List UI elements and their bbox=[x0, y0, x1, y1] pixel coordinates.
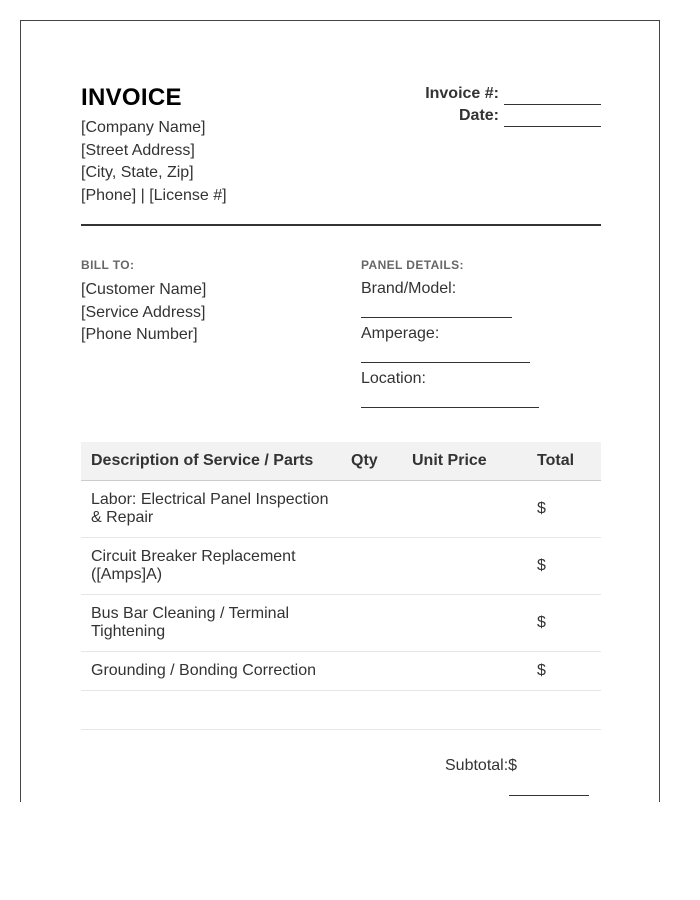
cell-total[interactable]: $ bbox=[527, 595, 601, 652]
column-header-unit-price: Unit Price bbox=[402, 442, 527, 481]
amperage-field bbox=[361, 324, 539, 363]
cell-unit-price[interactable] bbox=[402, 652, 527, 691]
invoice-meta bbox=[425, 83, 601, 127]
company-phone-license[interactable]: [Phone] | [License #] bbox=[81, 186, 227, 204]
amperage-label: Amperage: bbox=[361, 325, 440, 342]
cell-total[interactable]: $ bbox=[527, 481, 601, 538]
line-items-table bbox=[81, 442, 601, 730]
date-label: Date: bbox=[458, 107, 499, 124]
cell-total[interactable] bbox=[527, 691, 601, 730]
subtotal-field[interactable] bbox=[509, 795, 589, 796]
brand-model-field bbox=[361, 279, 539, 318]
cell-description[interactable] bbox=[81, 691, 341, 730]
brand-model-input[interactable] bbox=[361, 307, 512, 318]
date-row bbox=[425, 105, 601, 127]
customer-name[interactable]: [Customer Name] bbox=[81, 281, 207, 298]
panel-details-label: PANEL DETAILS: bbox=[361, 258, 464, 272]
cell-description[interactable]: Labor: Electrical Panel Inspection & Repair bbox=[81, 481, 341, 538]
company-street[interactable]: [Street Address] bbox=[81, 141, 195, 159]
table-row-empty bbox=[81, 691, 601, 730]
cell-unit-price[interactable] bbox=[402, 538, 527, 595]
amperage-input[interactable] bbox=[361, 352, 530, 363]
cell-total[interactable]: $ bbox=[527, 652, 601, 691]
cell-unit-price[interactable] bbox=[402, 595, 527, 652]
company-name[interactable]: [Company Name] bbox=[81, 119, 206, 136]
invoice-number-label: Invoice #: bbox=[425, 85, 499, 102]
invoice-number-row bbox=[425, 83, 601, 105]
column-header-total: Total bbox=[527, 442, 601, 481]
company-info bbox=[81, 117, 227, 207]
cell-unit-price[interactable] bbox=[402, 481, 527, 538]
table-header-row bbox=[81, 442, 601, 481]
bill-to-section bbox=[81, 258, 206, 347]
table-row bbox=[81, 481, 601, 538]
cell-description[interactable]: Bus Bar Cleaning / Terminal Tightening bbox=[81, 595, 341, 652]
cell-qty[interactable] bbox=[341, 481, 402, 538]
location-field bbox=[361, 369, 539, 408]
cell-total[interactable]: $ bbox=[527, 538, 601, 595]
brand-model-label: Brand/Model: bbox=[361, 280, 457, 297]
cell-qty[interactable] bbox=[341, 538, 402, 595]
table-row bbox=[81, 538, 601, 595]
bill-to-lines bbox=[81, 279, 206, 347]
cell-unit-price[interactable] bbox=[402, 691, 527, 730]
table-row bbox=[81, 595, 601, 652]
invoice-page bbox=[20, 20, 660, 802]
bill-to-label: BILL TO: bbox=[81, 258, 135, 272]
subtotal-label: Subtotal:$ bbox=[445, 757, 518, 774]
column-header-qty: Qty bbox=[341, 442, 402, 481]
location-label: Location: bbox=[361, 370, 426, 387]
date-field[interactable] bbox=[504, 111, 601, 127]
invoice-title: INVOICE bbox=[81, 84, 182, 111]
phone-number[interactable]: [Phone Number] bbox=[81, 326, 198, 343]
header-divider bbox=[81, 224, 601, 226]
panel-details-section bbox=[361, 258, 539, 414]
cell-description[interactable]: Circuit Breaker Replacement ([Amps]A) bbox=[81, 538, 341, 595]
table-row bbox=[81, 652, 601, 691]
cell-qty[interactable] bbox=[341, 595, 402, 652]
cell-description[interactable]: Grounding / Bonding Correction bbox=[81, 652, 341, 691]
invoice-number-field[interactable] bbox=[504, 89, 601, 105]
service-address[interactable]: [Service Address] bbox=[81, 303, 206, 321]
location-input[interactable] bbox=[361, 397, 539, 408]
column-header-description: Description of Service / Parts bbox=[81, 442, 341, 481]
company-city[interactable]: [City, State, Zip] bbox=[81, 164, 194, 181]
cell-qty[interactable] bbox=[341, 652, 402, 691]
cell-qty[interactable] bbox=[341, 691, 402, 730]
